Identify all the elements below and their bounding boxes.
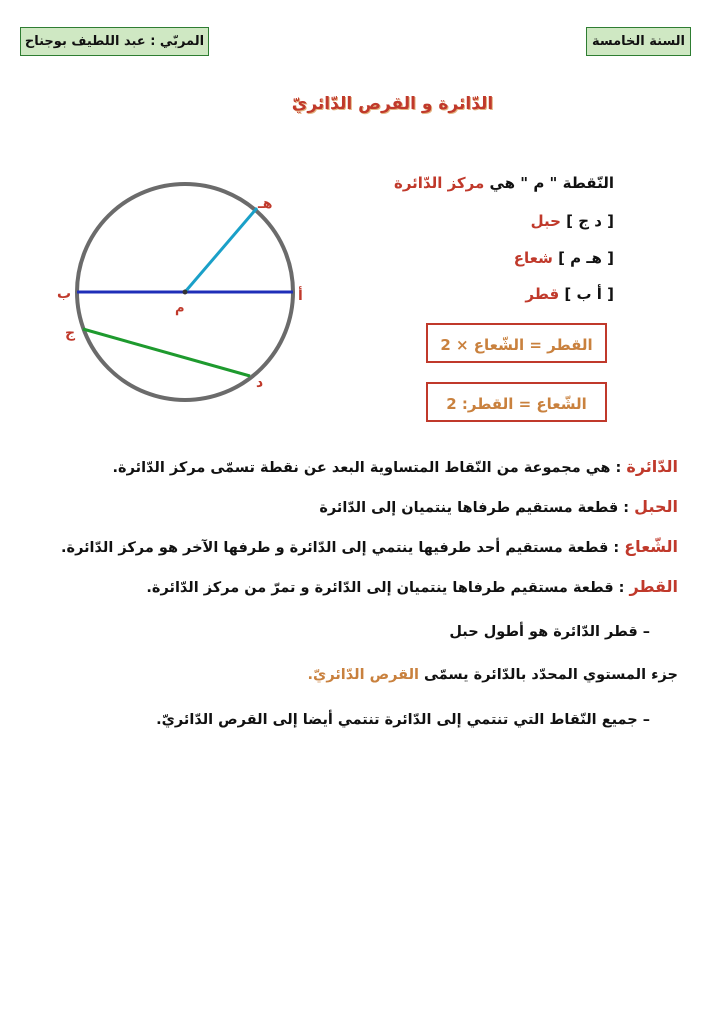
point-label-d: د	[256, 375, 264, 391]
fact-center	[394, 174, 614, 192]
fact-diameter-term: قطر	[525, 285, 560, 303]
point-label-m: م	[175, 301, 185, 316]
center-point	[183, 290, 188, 295]
definition-radius-term: الشّعاع	[624, 537, 678, 556]
point-label-a: أ	[298, 288, 303, 304]
fact-center-term: مركز الدّائرة	[393, 174, 485, 192]
fact-radius	[514, 249, 614, 267]
fact-chord-seg: [ د ج ]	[560, 212, 614, 230]
formula-diameter: القطر = الشّعاع × 2	[426, 323, 607, 363]
disc-definition-term: القرص الدّائريّ.	[307, 667, 419, 683]
definition-circle	[113, 457, 678, 476]
fact-chord-term: حبل	[530, 212, 561, 230]
definition-radius	[61, 537, 678, 556]
teacher-label: المربّي : عبد اللطيف بوجناح	[20, 27, 209, 56]
definition-diameter-text: : قطعة مستقيم طرفاها ينتميان إلى الدّائرة و تمرّ من مركز الدّائرة.	[146, 580, 630, 596]
point-label-h: هـ	[258, 196, 273, 212]
fact-radius-term: شعاع	[513, 249, 553, 267]
definition-circle-term: الدّائرة	[626, 457, 678, 476]
fact-diameter-seg: [ أ ب ]	[559, 285, 614, 303]
disc-definition-prefix: جزء المستوي المحدّد بالدّائرة يسمّى	[418, 667, 678, 683]
radius-segment	[185, 208, 257, 292]
point-label-b: ب	[57, 286, 72, 302]
note-longest-chord: – قطر الدّائرة هو أطول حبل	[449, 624, 650, 640]
formula-radius: الشّعاع = القطر: 2	[426, 382, 607, 422]
level-label: السنة الخامسة	[586, 27, 691, 56]
fact-center-prefix: النّقطة " م " هي	[484, 174, 614, 192]
definition-chord	[319, 497, 678, 516]
fact-radius-seg: [ هـ م ]	[552, 249, 614, 267]
definition-chord-term: الحبل	[634, 497, 678, 516]
page-title: الدّائرة و القرص الدّائريّ	[291, 94, 494, 114]
definition-diameter	[146, 577, 678, 596]
definition-radius-text: : قطعة مستقيم أحد طرفيها ينتمي إلى الدّائرة و طرفها الآخر هو مركز الدّائرة.	[61, 540, 625, 556]
definition-circle-text: : هي مجموعة من النّقاط المتساوية البعد عن نقطة تسمّى مركز الدّائرة.	[112, 460, 627, 476]
definition-diameter-term: القطر	[629, 577, 678, 596]
fact-chord	[531, 212, 614, 230]
fact-diameter	[525, 285, 614, 303]
disc-definition	[308, 667, 678, 683]
definition-chord-text: : قطعة مستقيم طرفاها ينتميان إلى الدّائرة	[319, 500, 635, 516]
note-disc-points: – جميع النّقاط التي تنتمي إلى الدّائرة تنتمي أيضا إلى القرص الدّائريّ.	[156, 712, 650, 728]
point-label-j: ج	[65, 325, 76, 341]
